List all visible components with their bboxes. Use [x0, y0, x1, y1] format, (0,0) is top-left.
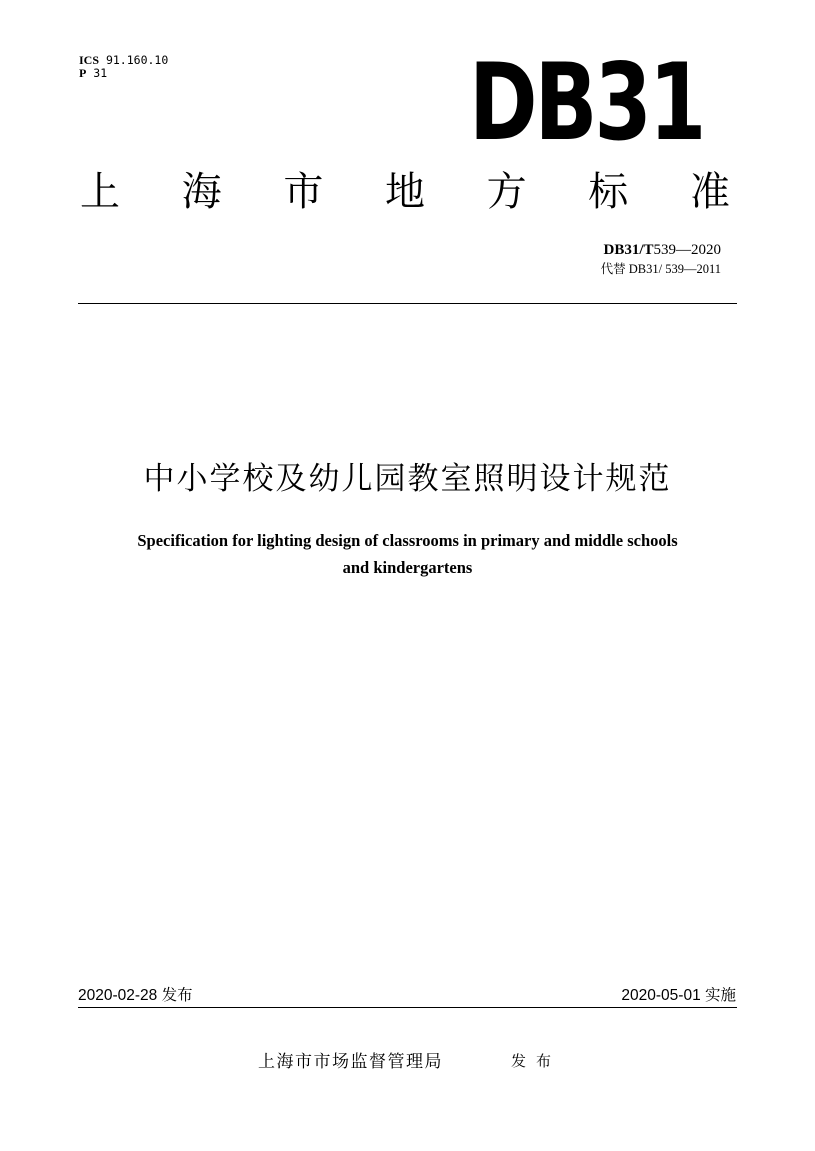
p-classification [79, 67, 107, 80]
ics-label: ICS [79, 53, 100, 67]
db31-logo: DB31 [469, 41, 704, 164]
standard-type-char: 准 [689, 169, 730, 215]
standard-type-char: 海 [181, 169, 222, 215]
title-chinese: 中小学校及幼儿园教室照明设计规范 [143, 461, 672, 497]
issue-date: 2020-02-28 发布 [78, 987, 193, 1004]
standard-number [603, 242, 721, 259]
standard-type-char: 地 [384, 169, 425, 215]
footer-divider [78, 1007, 737, 1008]
header-divider [78, 303, 737, 304]
title-english-line: and kindergartens [342, 558, 473, 577]
standard-type-char: 上 [80, 169, 120, 215]
p-code: 31 [93, 66, 108, 80]
standard-type-char: 市 [283, 169, 324, 215]
standard-number-prefix: DB31/T [603, 242, 654, 258]
publisher-action: 发布 [511, 1052, 562, 1070]
standard-number-value: 539—2020 [653, 242, 721, 258]
standard-type-title [80, 166, 730, 218]
standard-type-char: 标 [588, 169, 629, 215]
publisher: 上海市市场监督管理局 [258, 1052, 443, 1072]
title-english-line: Specification for lighting design of classrooms in primary and middle schools [137, 531, 678, 550]
ics-code: 91.160.10 [105, 53, 169, 67]
p-label: P [79, 66, 87, 80]
implementation-date: 2020-05-01 实施 [621, 987, 736, 1004]
replaces-standard: 代替 DB31/ 539—2011 [600, 262, 721, 276]
title-english [60, 527, 755, 581]
standard-type-char: 方 [486, 169, 527, 215]
